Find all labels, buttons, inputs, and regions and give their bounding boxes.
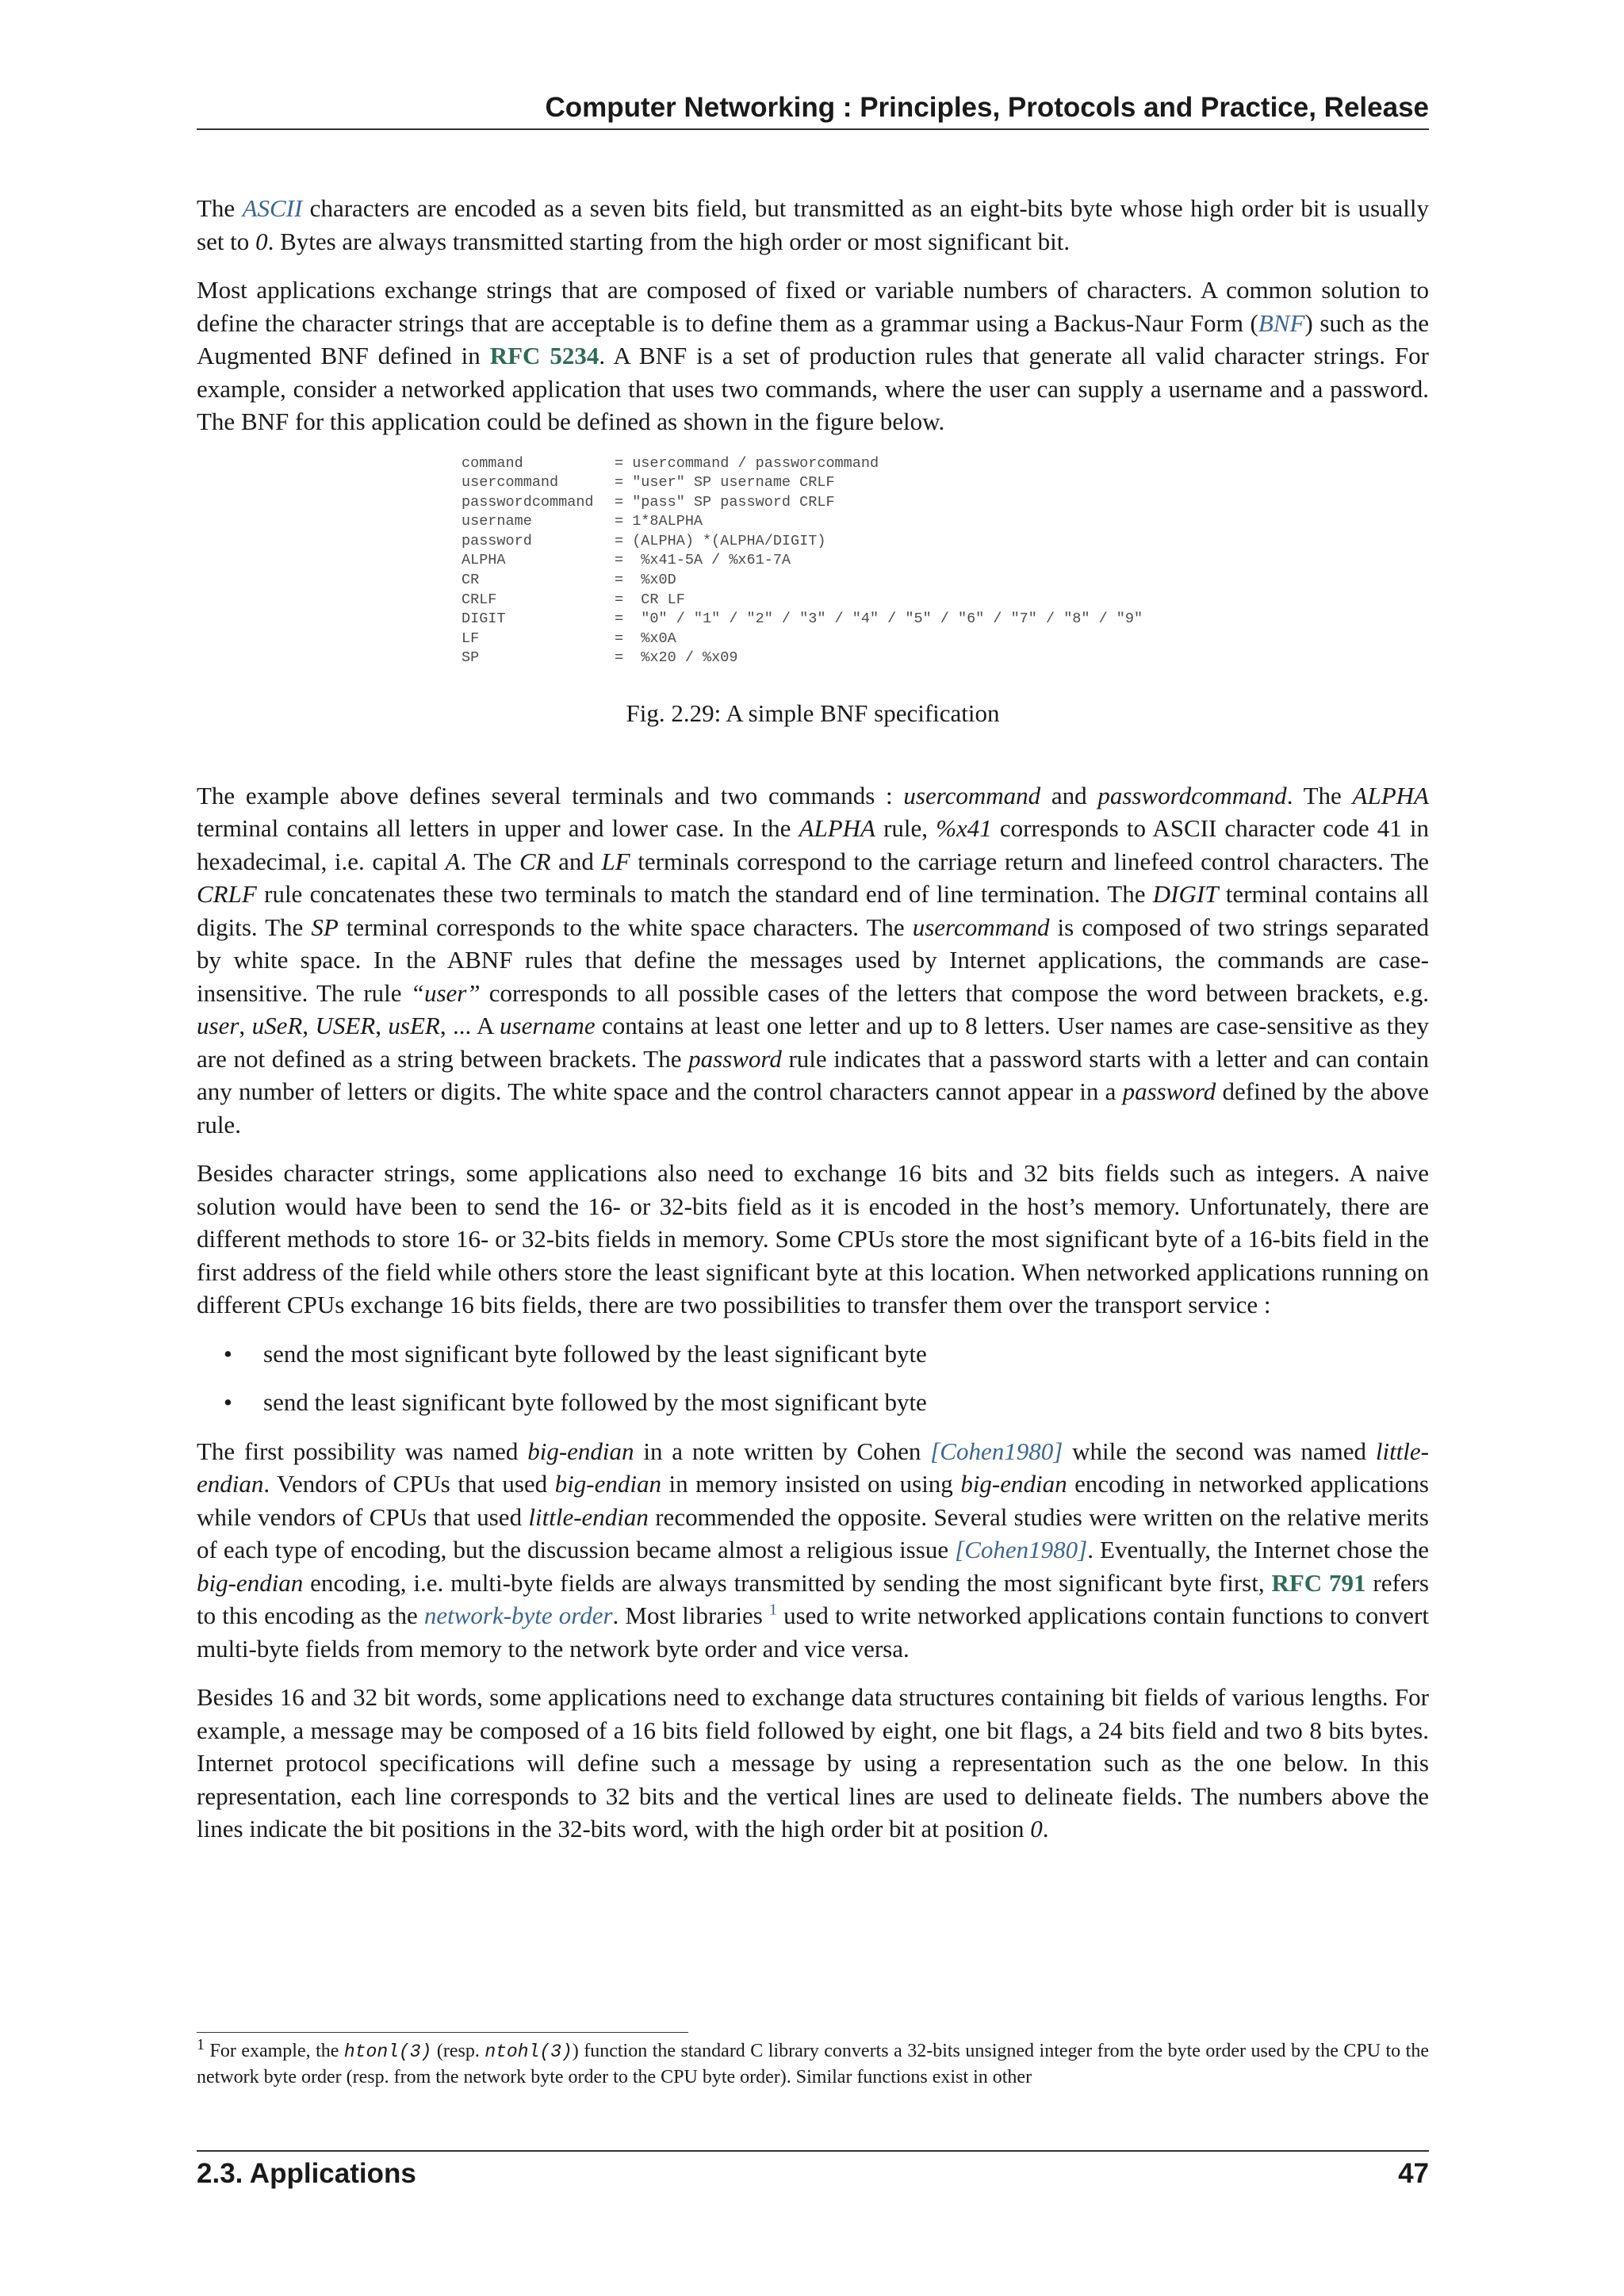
text: Most applications exchange strings that are composed of fixed or variable numbers of characters. A common solution to define the character strings that are acceptable is to define them as a grammar using a Backus-Naur Form (	[197, 276, 1429, 337]
text: recommended the opposite. Several studies were written on the relative merits of each type of encoding, but the discussion became almost a religious issue	[197, 1502, 1429, 1564]
list-item: • send the most significant byte followed by the least significant byte	[224, 1337, 1429, 1371]
text: . Most libraries	[612, 1601, 769, 1630]
bnf-rule-row	[462, 473, 1429, 493]
bnf-rule-definition: = "0" / "1" / "2" / "3" / "4" / "5" / "6" / "7" / "8" / "9"	[615, 610, 1143, 628]
text: characters are encoded as a seven bits field, but transmitted as an eight-bits byte whose high order bit is usually set to	[197, 194, 1429, 255]
network-byte-order-link[interactable]: network-byte order	[423, 1601, 613, 1630]
emphasis: password	[688, 1044, 782, 1073]
emphasis: 0	[255, 227, 268, 255]
rfc-791-link[interactable]: RFC 791	[1271, 1568, 1366, 1597]
text: Besides 16 and 32 bit words, some applications need to exchange data structures containing bit fields of various lengths. For example, a message may be composed of a 16 bits field followed by eight, one bit flags, a 24 bits field and two 8 bits bytes. Internet protocol specifications will define such a message by using a representation such as the one below. In this representation, each line corresponds to 32 bits and the vertical lines are used to delineate fields. The numbers above the lines indicate the bit positions in the 32-bits word, with the high order bit at position	[197, 1683, 1429, 1843]
emphasis: uSeR	[251, 1012, 303, 1040]
bnf-rule-row	[462, 629, 1429, 649]
bnf-rule-name: username	[462, 513, 532, 530]
text: defined by the above rule.	[197, 1077, 1429, 1138]
footnote-reference[interactable]: 1	[768, 1601, 777, 1619]
paragraph-terminals	[197, 779, 1429, 1142]
emphasis: SP	[311, 913, 339, 941]
bnf-rule-row	[462, 610, 1429, 629]
text: , ... A	[439, 1012, 500, 1040]
emphasis: 0	[1030, 1815, 1043, 1843]
bnf-rule-name: passwordcommand	[462, 493, 594, 511]
footnote-divider	[197, 2032, 688, 2033]
text: ,	[302, 1012, 316, 1040]
text: . Bytes are always transmitted starting from the high order or most significant bit.	[267, 227, 1071, 255]
emphasis: usercommand	[912, 913, 1050, 941]
text: The first possibility was named	[197, 1437, 528, 1465]
emphasis: usER	[388, 1012, 440, 1040]
text: in memory insisted on using	[661, 1470, 961, 1498]
emphasis: “user”	[410, 978, 481, 1007]
bnf-rule-definition: = 1*8ALPHA	[615, 513, 703, 530]
ascii-link[interactable]: ASCII	[242, 194, 303, 222]
text: in a note written by Cohen	[634, 1437, 931, 1465]
htonl-code: htonl(3)	[343, 2042, 432, 2062]
bnf-rule-name: CR	[462, 572, 480, 589]
emphasis: big-endian	[960, 1470, 1067, 1498]
paragraph-ascii	[197, 192, 1429, 258]
emphasis: passwordcommand	[1097, 781, 1287, 809]
bnf-rule-name: LF	[462, 629, 480, 647]
text: used to write networked applications contain functions to convert multi-byte fields from memory to the network byte order and vice versa.	[197, 1601, 1429, 1663]
emphasis: DIGIT	[1152, 880, 1219, 909]
emphasis: big-endian	[527, 1437, 634, 1465]
bnf-rule-name: password	[462, 532, 532, 549]
text: refers to this encoding as the	[197, 1568, 1429, 1630]
text: terminal contains all letters in upper and lower case. In the	[197, 814, 799, 843]
bnf-rule-definition: = usercommand / passworcommand	[615, 454, 879, 472]
bnf-figure	[197, 454, 1429, 730]
paragraph-integers: Besides character strings, some applications also need to exchange 16 bits and 32 bits fields such as integers. A naive solution would have been to send the 16- or 32-bits field as it is encoded in the host’s memory. Unfortunately, there are different methods to store 16- or 32-bits fields in memory. Some CPUs store the most significant byte of a 16-bits field in the first address of the field while others store the least significant byte at this location. When networked applications running on different CPUs exchange 16 bits fields, there are two possibilities to transfer them over the transport service :	[197, 1159, 1429, 1319]
text: contains at least one letter and up to 8 letters. User names are case-sensitive as they are not defined as a string between brackets. The	[197, 1012, 1430, 1073]
byte-order-list	[197, 1337, 1429, 1419]
text: and	[1040, 781, 1098, 809]
text: The	[197, 194, 243, 222]
paragraph-endianness	[197, 1435, 1429, 1666]
text: ) such as the Augmented BNF defined in	[197, 308, 1430, 369]
text: ,	[239, 1012, 252, 1040]
bnf-rule-row	[462, 591, 1429, 610]
text: .	[1042, 1815, 1049, 1843]
list-item: • send the least significant byte followed by the most significant byte	[224, 1386, 1429, 1419]
cohen1980-citation-link[interactable]: [Cohen1980]	[955, 1536, 1088, 1564]
text: encoding, i.e. multi-byte fields are always transmitted by sending the most significant byte first,	[303, 1568, 1272, 1597]
emphasis: password	[1122, 1077, 1216, 1106]
emphasis: A	[445, 847, 461, 875]
bnf-link[interactable]: BNF	[1258, 308, 1305, 337]
footnote	[197, 2038, 1429, 2090]
text: . A BNF is a set of production rules that generate all valid character strings. For example, consider a networked application that uses two commands, where the user can supply a username and a password. The BNF for this application could be defined as shown in the figure below.	[197, 342, 1429, 435]
bnf-rule-row	[462, 493, 1429, 513]
bnf-rule-row	[462, 649, 1429, 668]
bnf-rule-definition: = %x41-5A / %x61-7A	[615, 552, 791, 569]
text: while the second was named	[1063, 1437, 1376, 1465]
emphasis: user	[197, 1012, 239, 1040]
text: ) function the standard C library converts a 32-bits unsigned integer from the byte order used by the CPU to the network byte order (resp. from the network byte order to the CPU byte order). Similar functions exist in other	[197, 2041, 1429, 2087]
bnf-rule-definition: = "user" SP username CRLF	[615, 474, 835, 492]
emphasis: %x41	[936, 814, 992, 843]
emphasis: CRLF	[197, 880, 257, 909]
text: corresponds to ASCII character code 41 in hexadecimal, i.e. capital	[197, 814, 1429, 875]
emphasis: USER	[315, 1012, 376, 1040]
bnf-rule-definition: = "pass" SP password CRLF	[615, 493, 835, 511]
emphasis: ALPHA	[1352, 781, 1429, 809]
bnf-rule-definition: = %x0D	[615, 572, 676, 589]
bnf-rule-name: command	[462, 454, 523, 472]
emphasis: little-endian	[197, 1437, 1429, 1498]
main-content	[197, 192, 1429, 1862]
bnf-rule-name: ALPHA	[462, 552, 506, 569]
figure-caption: Fig. 2.29: A simple BNF specification	[626, 699, 1000, 728]
text: (resp.	[431, 2041, 485, 2061]
text: . Eventually, the Internet chose the	[1087, 1536, 1429, 1564]
text: ,	[375, 1012, 389, 1040]
ntohl-code: ntohl(3)	[485, 2042, 573, 2062]
text: . The	[1286, 781, 1353, 809]
text: terminal corresponds to the white space characters. The	[338, 913, 913, 941]
emphasis: big-endian	[554, 1470, 661, 1498]
text: is composed of two strings separated by white space. In the ABNF rules that define the messages used by Internet applications, the commands are case-insensitive. The rule	[197, 913, 1429, 1007]
bnf-rule-row	[462, 551, 1429, 571]
bnf-rule-row	[462, 454, 1429, 474]
bnf-rule-name: CRLF	[462, 591, 497, 608]
text: rule concatenates these two terminals to match the standard end of line termination. The	[256, 880, 1153, 909]
bnf-rule-name: SP	[462, 649, 480, 667]
text: and	[550, 847, 602, 875]
paragraph-bitfields	[197, 1681, 1429, 1846]
text: . The	[460, 847, 519, 875]
bnf-rule-row	[462, 532, 1429, 552]
page-number: 47	[1398, 2158, 1429, 2189]
text: The example above defines several terminals and two commands :	[197, 781, 904, 809]
emphasis: CR	[519, 847, 551, 875]
emphasis: username	[500, 1012, 596, 1040]
bnf-rule-row	[462, 571, 1429, 591]
bnf-rule-name: DIGIT	[462, 610, 506, 628]
bnf-rule-row	[462, 512, 1429, 532]
emphasis: little-endian	[528, 1502, 649, 1531]
bnf-rule-definition: = (ALPHA) *(ALPHA/DIGIT)	[615, 532, 826, 549]
text: terminals correspond to the carriage return and linefeed control characters. The	[630, 847, 1430, 875]
text: rule indicates that a password starts with a letter and can contain any number of letters or digits. The white space and the control characters cannot appear in a	[197, 1044, 1429, 1106]
bnf-specification-code	[462, 454, 1429, 669]
emphasis: LF	[601, 847, 630, 875]
footer-divider	[197, 2150, 1429, 2152]
text: encoding in networked applications while vendors of CPUs that used	[197, 1470, 1429, 1531]
text: For example, the	[205, 2041, 344, 2061]
footnote-number: 1	[197, 2036, 205, 2053]
bnf-rule-definition: = %x20 / %x09	[615, 649, 738, 667]
footer-section-title: 2.3. Applications	[197, 2158, 416, 2189]
paragraph-bnf	[197, 274, 1429, 438]
text: corresponds to all possible cases of the letters that compose the word between brackets, e.g.	[480, 978, 1429, 1007]
page-header-title: Computer Networking : Principles, Protocols and Practice, Release	[545, 92, 1429, 123]
text: . Vendors of CPUs that used	[263, 1470, 555, 1498]
bnf-rule-name: usercommand	[462, 474, 559, 492]
bnf-rule-definition: = CR LF	[615, 591, 685, 608]
emphasis: big-endian	[197, 1568, 304, 1597]
text: terminal contains all digits. The	[197, 880, 1429, 941]
bnf-rule-definition: = %x0A	[615, 629, 676, 647]
text: rule,	[875, 814, 936, 843]
header-divider	[197, 128, 1429, 130]
emphasis: ALPHA	[799, 814, 875, 843]
emphasis: usercommand	[903, 781, 1041, 809]
rfc-5234-link[interactable]: RFC 5234	[489, 342, 599, 369]
cohen1980-citation-link[interactable]: [Cohen1980]	[930, 1437, 1063, 1465]
